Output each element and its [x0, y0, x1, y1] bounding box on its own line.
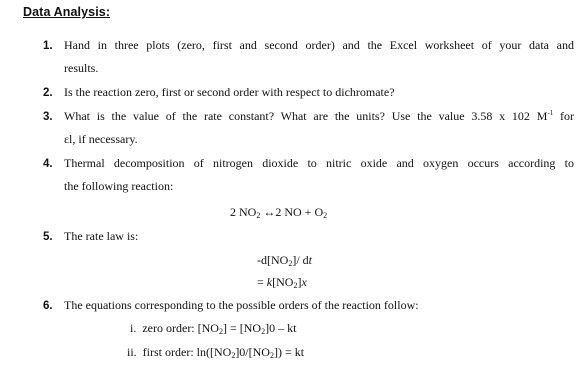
item-number-2: 2.	[43, 87, 53, 99]
rate-law-order-exponent: x	[301, 275, 307, 289]
zero-order-label: zero order: [NO	[142, 321, 219, 335]
item-4-text-line-2: the following reaction:	[64, 179, 174, 193]
reaction-reactant: 2 NO	[230, 205, 257, 219]
first-order-middle: ]0/[NO	[235, 345, 270, 359]
zero-order-middle: ] = [NO	[222, 321, 262, 335]
item-number-3: 3.	[43, 111, 53, 123]
item-number-4: 4.	[43, 158, 53, 170]
item-3-text-line-2: εl, if necessary.	[64, 132, 138, 146]
item-3-text-b: for	[553, 109, 574, 123]
item-3-text-line-1	[64, 109, 574, 124]
item-number-5: 5.	[43, 231, 53, 243]
rate-law-subscript-2: 2	[293, 281, 298, 290]
reaction-product-subscript: 2	[323, 211, 328, 220]
rate-law-concentration: [NO	[272, 275, 294, 289]
item-5-text: The rate law is:	[64, 229, 139, 243]
rate-law-constant: k	[266, 275, 273, 289]
reaction-equation	[230, 205, 327, 220]
zero-order-equation	[130, 321, 296, 336]
item-3-text-a: What is the value of the rate constant? What are the units? Use the value 3.58 x 102 M	[64, 109, 548, 123]
first-order-subscript-2: 2	[269, 351, 274, 360]
item-1-text-line-1: Hand in three plots (zero, first and second order) and the Excel worksheet of your data and	[64, 38, 574, 52]
rate-law-equals: =	[257, 275, 267, 289]
roman-numeral-i: i.	[130, 321, 137, 335]
reaction-products: ↔2 NO + O	[260, 205, 324, 219]
rate-law-subscript-1: 2	[288, 259, 293, 268]
rate-law-line-1	[257, 253, 312, 268]
zero-order-end: ]0 – kt	[265, 321, 297, 335]
section-heading: Data Analysis:	[23, 5, 111, 19]
rate-law-denominator: ]/ d	[292, 253, 309, 267]
item-6-text: The equations corresponding to the possible orders of the reaction follow:	[64, 298, 419, 312]
reaction-reactant-subscript: 2	[256, 211, 261, 220]
item-4-text-line-1: Thermal decomposition of nitrogen dioxide to nitric oxide and oxygen occurs according to	[64, 156, 574, 170]
item-3-superscript: -1	[547, 109, 554, 117]
first-order-subscript-1: 2	[231, 351, 236, 360]
first-order-label: first order: ln([NO	[142, 345, 232, 359]
rate-law-line-2	[257, 275, 307, 290]
first-order-equation	[127, 345, 304, 360]
roman-numeral-ii: ii.	[127, 345, 137, 359]
item-number-1: 1.	[43, 40, 53, 52]
rate-law-bracket: ]	[297, 275, 302, 289]
item-number-6: 6.	[43, 300, 53, 312]
rate-law-numerator: -d[NO	[257, 253, 289, 267]
item-2-text: Is the reaction zero, first or second order with respect to dichromate?	[64, 85, 395, 99]
zero-order-subscript-1: 2	[218, 327, 223, 336]
first-order-end: ]) = kt	[273, 345, 305, 359]
zero-order-subscript-2: 2	[261, 327, 266, 336]
item-1-text-line-2: results.	[64, 61, 99, 75]
rate-law-time-variable: t	[308, 253, 313, 267]
